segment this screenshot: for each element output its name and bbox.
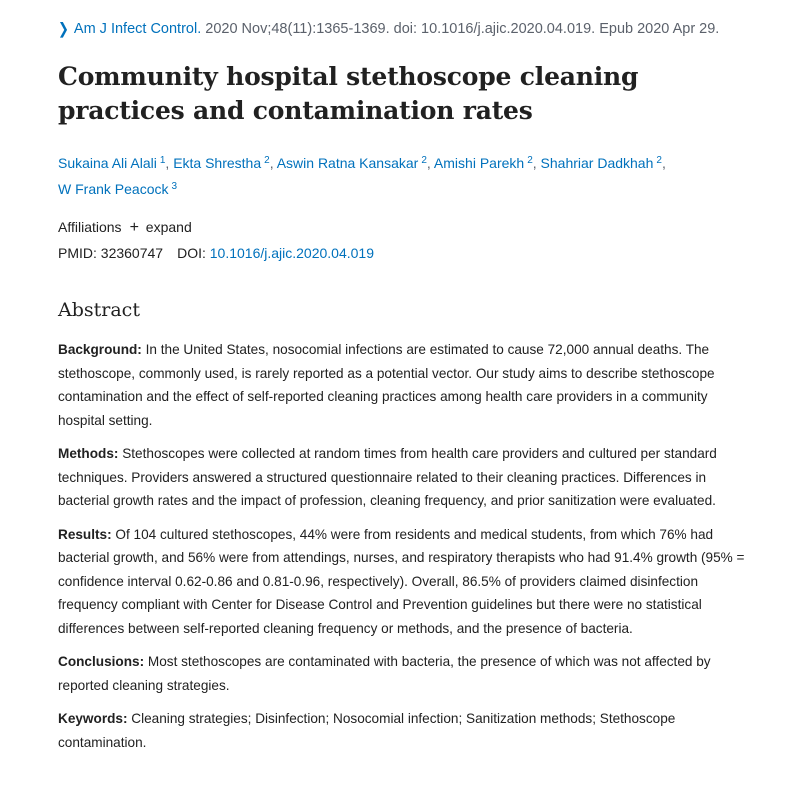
keywords xyxy=(58,707,748,754)
author-link[interactable]: Aswin Ratna Kansakar xyxy=(276,155,419,171)
section-text: Of 104 cultured stethoscopes, 44% were from residents and medical students, from which 76% had bacterial growth, and 56% were from attendings, nurses, and respiratory therapists who had 91.4% growth (95% = confidence interval 0.62-0.86 and 0.81-0.96, respectively). Overall, 86.5% of providers claimed disinfection frequency compliant with Center for Disease Control and Prevention guidelines but there were no statistical differences between self-reported cleaning frequency or methods, and the presence of bacteria. xyxy=(58,526,745,636)
journal-link[interactable]: Am J Infect Control. xyxy=(73,21,202,37)
doi-link[interactable]: 10.1016/j.ajic.2020.04.019 xyxy=(209,245,374,261)
abstract-conclusions xyxy=(58,650,748,697)
citation-line xyxy=(58,18,758,40)
section-label: Conclusions: xyxy=(58,654,145,669)
doi-label: DOI: xyxy=(177,245,206,261)
section-text: Most stethoscopes are contaminated with bacteria, the presence of which was not affected by reported cleaning strategies. xyxy=(58,654,711,693)
keywords-list: Cleaning strategies; Disinfection; Nosocomial infection; Sanitization methods; Stethoscope contamination. xyxy=(58,711,676,750)
author-list: Sukaina Ali Alali $^1$, Ekta Shrestha $^2$, Aswin Ratna Kansakar $^2$, Amishi Parekh $^2$, Shahriar Dadkhah $^2$, W Frank Peacock $^3$ xyxy=(58,155,666,197)
pmid-label: PMID: xyxy=(58,245,97,261)
affiliation-ref[interactable]: 2 xyxy=(656,155,662,166)
author-link[interactable]: Ekta Shrestha xyxy=(173,155,262,171)
abstract-heading: Abstract xyxy=(58,299,140,321)
affiliation-ref[interactable]: 2 xyxy=(421,155,427,166)
affiliation-ref[interactable]: 2 xyxy=(264,155,270,166)
section-label: Results: xyxy=(58,526,112,542)
section-label: Background: xyxy=(58,342,142,357)
expand-label: expand xyxy=(145,219,192,235)
identifiers-row xyxy=(58,242,758,264)
author-link[interactable]: Amishi Parekh xyxy=(433,155,525,171)
abstract-background xyxy=(58,338,748,432)
author-link[interactable]: Shahriar Dadkhah xyxy=(540,155,654,171)
plus-icon: + xyxy=(129,219,139,236)
author-link[interactable]: W Frank Peacock xyxy=(58,181,169,197)
section-label: Methods: xyxy=(58,446,119,461)
keywords-label: Keywords: xyxy=(58,711,128,726)
article-page xyxy=(58,18,758,754)
abstract-methods xyxy=(58,442,748,513)
affiliations-label: Affiliations xyxy=(58,219,122,235)
pmid-value: 32360747 xyxy=(100,245,164,261)
section-text: Stethoscopes were collected at random times from health care providers and cultured per standard techniques. Providers answered a structured questionnaire related to their cleaning practices. Differences in bacterial growth rates and the impact of profession, cleaning frequency, and prior sanitization were evaluated. xyxy=(58,446,717,508)
article-title: Community hospital stethoscope cleaning practices and contamination rates xyxy=(58,62,639,125)
affiliations-row xyxy=(58,216,758,239)
affiliation-ref[interactable]: 3 xyxy=(171,181,178,192)
author-link[interactable]: Sukaina Ali Alali xyxy=(58,155,157,171)
affiliation-ref[interactable]: 1 xyxy=(159,155,166,166)
section-text: In the United States, nosocomial infections are estimated to cause 72,000 annual deaths. The stethoscope, commonly used, is rarely reported as a potential vector. Our study aims to describe stethoscope contamination and the effect of self-reported cleaning practices among health care providers in a community hospital setting. xyxy=(58,342,715,428)
affiliations-expand-button[interactable] xyxy=(130,219,192,235)
affiliation-ref[interactable]: 2 xyxy=(527,155,533,166)
abstract-results xyxy=(58,523,748,641)
chevron-right-icon[interactable]: ❯ xyxy=(58,19,69,38)
citation-details: 2020 Nov;48(11):1365-1369. doi: 10.1016/j.ajic.2020.04.019. Epub 2020 Apr 29. xyxy=(205,21,720,37)
